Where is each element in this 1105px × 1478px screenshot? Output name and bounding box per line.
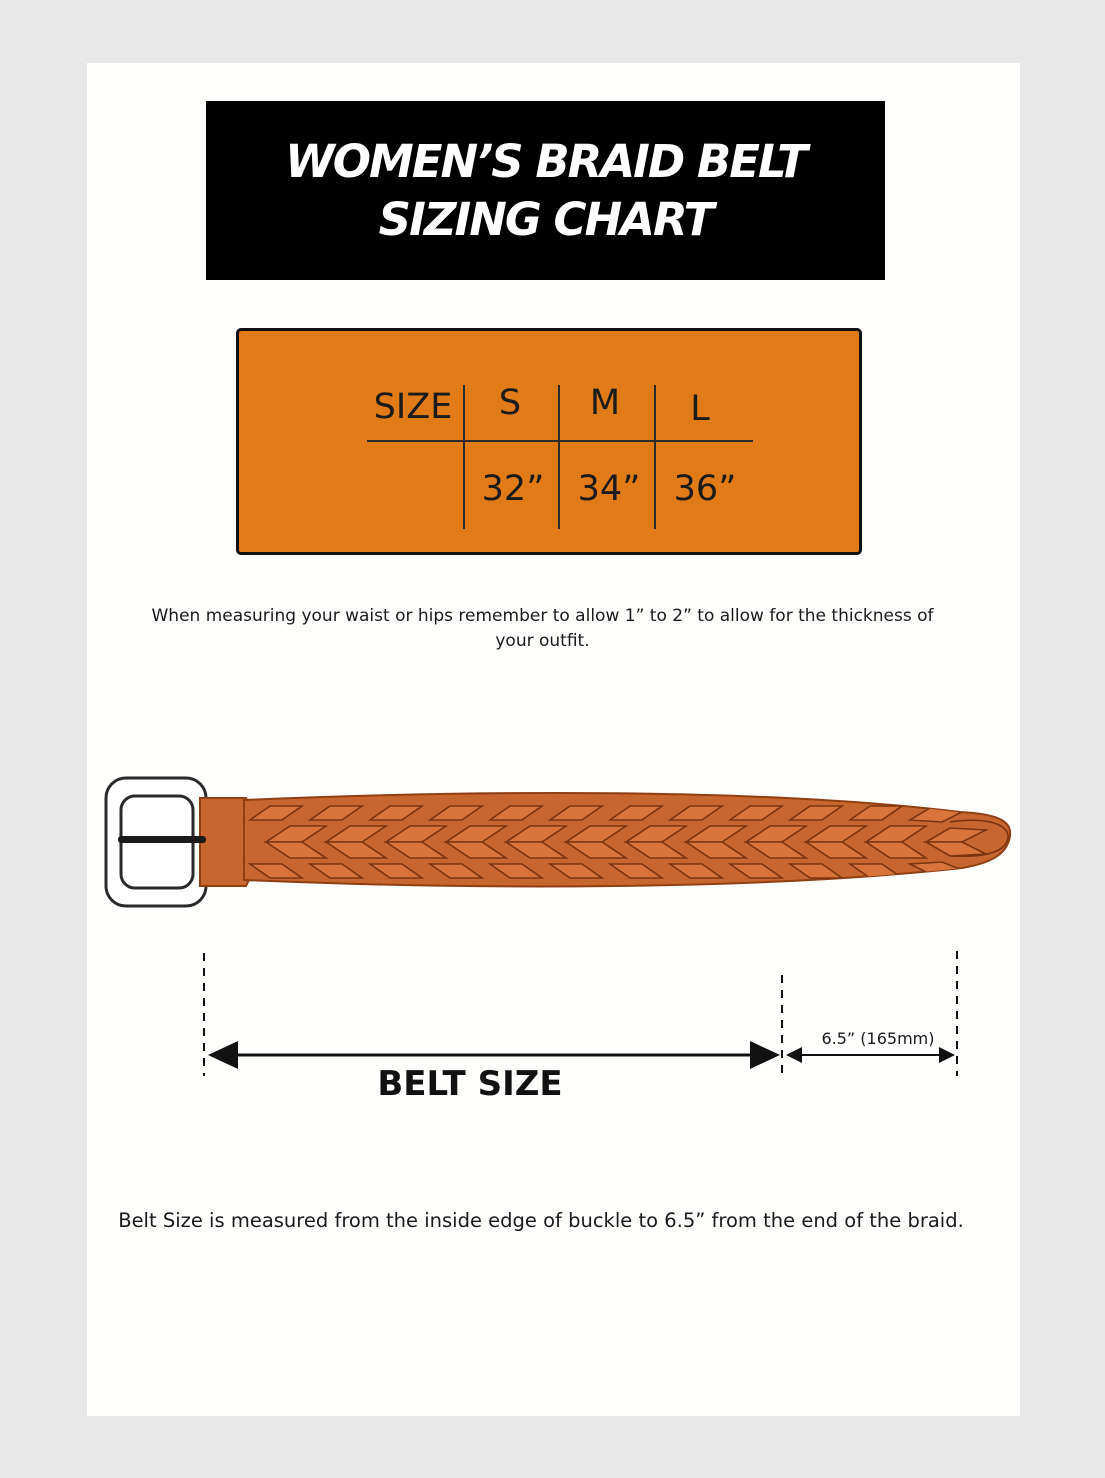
end-length-arrow — [786, 1047, 955, 1063]
size-m-waist: 34” — [577, 469, 641, 509]
title-line-1: WOMEN’S BRAID BELT — [285, 134, 806, 188]
size-m-header: M — [589, 383, 621, 423]
dimension-lines — [204, 951, 957, 1076]
size-s-waist: 32” — [481, 469, 545, 509]
belt-size-label: BELT SIZE — [377, 1064, 563, 1104]
size-s-header: S — [498, 383, 522, 423]
end-length-label: 6.5” (165mm) — [821, 1029, 935, 1048]
title-line-2: SIZING CHART — [378, 192, 713, 246]
size-l-header: L — [690, 389, 710, 429]
size-l-waist: 36” — [673, 469, 737, 509]
measuring-note: When measuring your waist or hips remember to allow 1” to 2” to allow for the thickness of your outfit. — [151, 606, 934, 651]
size-header-label: SIZE — [373, 387, 453, 427]
footnote: Belt Size is measured from the inside edge of buckle to 6.5” from the end of the braid. — [118, 1209, 964, 1232]
buckle-prong — [118, 836, 206, 843]
